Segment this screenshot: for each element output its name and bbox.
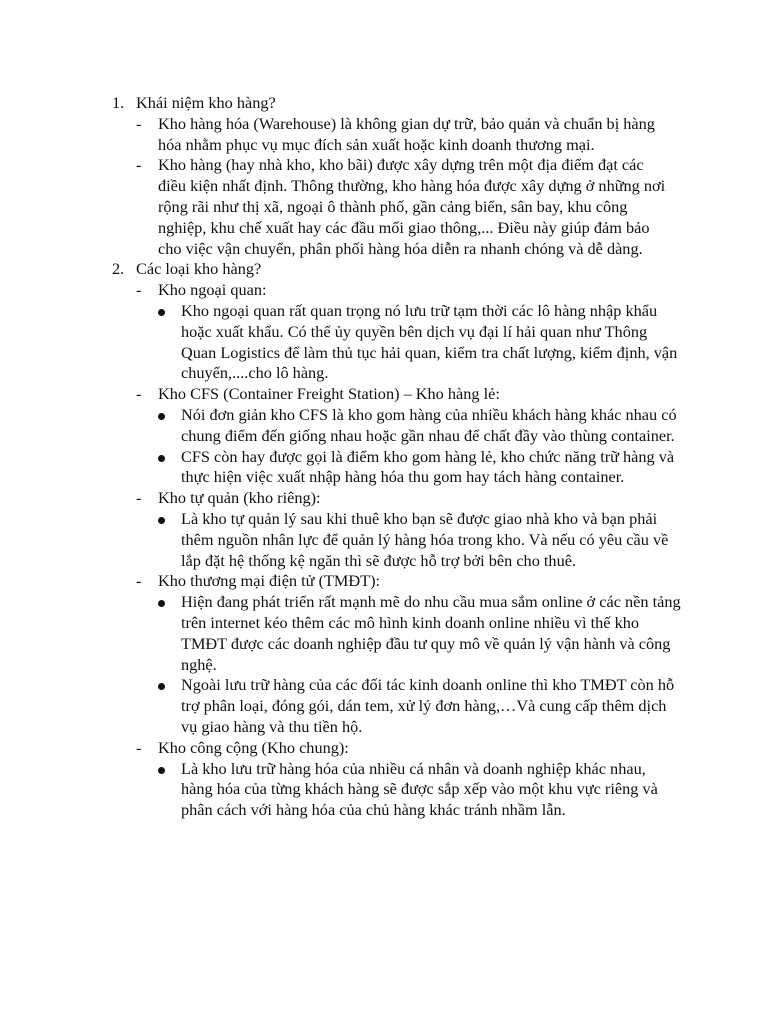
dash-marker: - — [136, 113, 142, 133]
bullet-dot-icon — [158, 309, 165, 316]
section-2 — [0, 259, 768, 821]
bullet-dot-icon — [158, 600, 165, 607]
dash-item — [0, 488, 670, 509]
bullet-list — [0, 405, 768, 488]
section-heading — [0, 259, 768, 280]
bullet-dot-icon — [158, 517, 165, 524]
section-1 — [0, 93, 768, 259]
dash-marker: - — [136, 280, 142, 300]
bullet-text: Là kho lưu trữ hàng hóa của nhiều cá nhân và doanh nghiệp khác nhau, hàng hóa của từng khách hàng sẽ được sắp xếp vào một khu vực riêng và phân cách với hàng hóa của chủ hàng khác tránh nhầm lẫn. — [181, 758, 658, 820]
dash-item-text: Kho công cộng (Kho chung): — [158, 737, 349, 757]
dash-marker: - — [136, 384, 142, 404]
dash-item — [0, 280, 670, 301]
bullet-item — [0, 405, 681, 447]
dash-item-text: Kho hàng hóa (Warehouse) là không gian dự trữ, bảo quản và chuẩn bị hàng hóa nhằm phục vụ mục đích sản xuất hoặc kinh doanh thương mại. — [158, 113, 655, 154]
bullet-item — [0, 592, 681, 675]
bullet-dot-icon — [158, 455, 165, 462]
dash-item-text: Kho ngoại quan: — [158, 280, 267, 300]
dash-item — [0, 114, 670, 156]
dash-marker: - — [136, 155, 142, 175]
bullet-item — [0, 447, 681, 489]
section-title: Khái niệm kho hàng? — [136, 93, 276, 112]
bullet-list — [0, 592, 768, 738]
bullet-list — [0, 759, 768, 821]
section-title: Các loại kho hàng? — [136, 259, 262, 279]
bullet-text: Ngoài lưu trữ hàng của các đối tác kinh doanh online thì kho TMĐT còn hỗ trợ phân loại, đóng gói, dán tem, xử lý đơn hàng,…Và cung cấp thêm dịch vụ giao hàng và thu tiền hộ. — [181, 675, 675, 736]
bullet-list — [0, 301, 768, 384]
bullet-item — [0, 759, 681, 821]
dash-item — [0, 571, 670, 592]
bullet-text: Kho ngoại quan rất quan trọng nó lưu trữ tạm thời các lô hàng nhập khẩu hoặc xuất khẩu. Có thể ủy quyền bên dịch vụ đại lí hải quan như Thông Quan Logistics để làm thủ tục hải quan, kiểm tra chất lượng, kiểm định, vận chuyển,....cho lô hàng. — [181, 300, 678, 383]
bullet-text: Nói đơn giản kho CFS là kho gom hàng của nhiều khách hàng khác nhau có chung điểm đến giống nhau hoặc gần nhau để chất đầy vào thùng container. — [181, 404, 677, 445]
bullet-item — [0, 301, 681, 384]
bullet-dot-icon — [158, 683, 165, 690]
dash-item-text: Kho CFS (Container Freight Station) – Kho hàng lẻ: — [158, 384, 500, 404]
bullet-dot-icon — [158, 413, 165, 420]
dash-marker: - — [136, 737, 142, 757]
bullet-list — [0, 509, 768, 571]
bullet-item — [0, 509, 681, 571]
dash-item-text: Kho tự quản (kho riêng): — [158, 488, 321, 508]
document-content — [0, 93, 768, 821]
dash-marker: - — [136, 571, 142, 591]
bullet-text: CFS còn hay được gọi là điểm kho gom hàng lẻ, kho chức năng trữ hàng và thực hiện việc xuất nhập hàng hóa thu gom hay tách hàng container. — [181, 446, 675, 487]
dash-marker: - — [136, 488, 142, 508]
dash-item — [0, 155, 670, 259]
dash-item — [0, 384, 670, 405]
bullet-dot-icon — [158, 767, 165, 774]
dash-item — [0, 738, 670, 759]
bullet-text: Là kho tự quản lý sau khi thuê kho bạn sẽ được giao nhà kho và bạn phải thêm nguồn nhân lực để quản lý hàng hóa trong kho. Và nếu có yêu cầu về lắp đặt hệ thống kệ ngăn thì sẽ được hỗ trợ bởi bên cho thuê. — [181, 508, 669, 570]
dash-item-text: Kho thương mại điện tử (TMĐT): — [158, 571, 381, 591]
bullet-item — [0, 675, 681, 737]
section-number: 2. — [112, 259, 125, 279]
section-number: 1. — [112, 93, 125, 112]
section-heading — [0, 93, 768, 114]
bullet-text: Hiện đang phát triển rất mạnh mẽ do nhu cầu mua sắm online ở các nền tảng trên internet kéo thêm các mô hình kinh doanh online nhiều vì thế kho TMĐT được các doanh nghiệp đầu tư quy mô về quản lý vận hành và công nghệ. — [181, 592, 681, 674]
dash-item-text: Kho hàng (hay nhà kho, kho bãi) được xây dựng trên một địa điểm đạt các điều kiện nhất định. Thông thường, kho hàng hóa được xây dựng ở những nơi rộng rãi như thị xã, ngoại ô thành phố, gần cảng biển, sân bay, khu công nghiệp, khu chế xuất hay các đầu mối giao thông,... Điều này giúp đảm bảo cho việc vận chuyển, phân phối hàng hóa diễn ra nhanh chóng và dễ dàng. — [158, 155, 666, 258]
